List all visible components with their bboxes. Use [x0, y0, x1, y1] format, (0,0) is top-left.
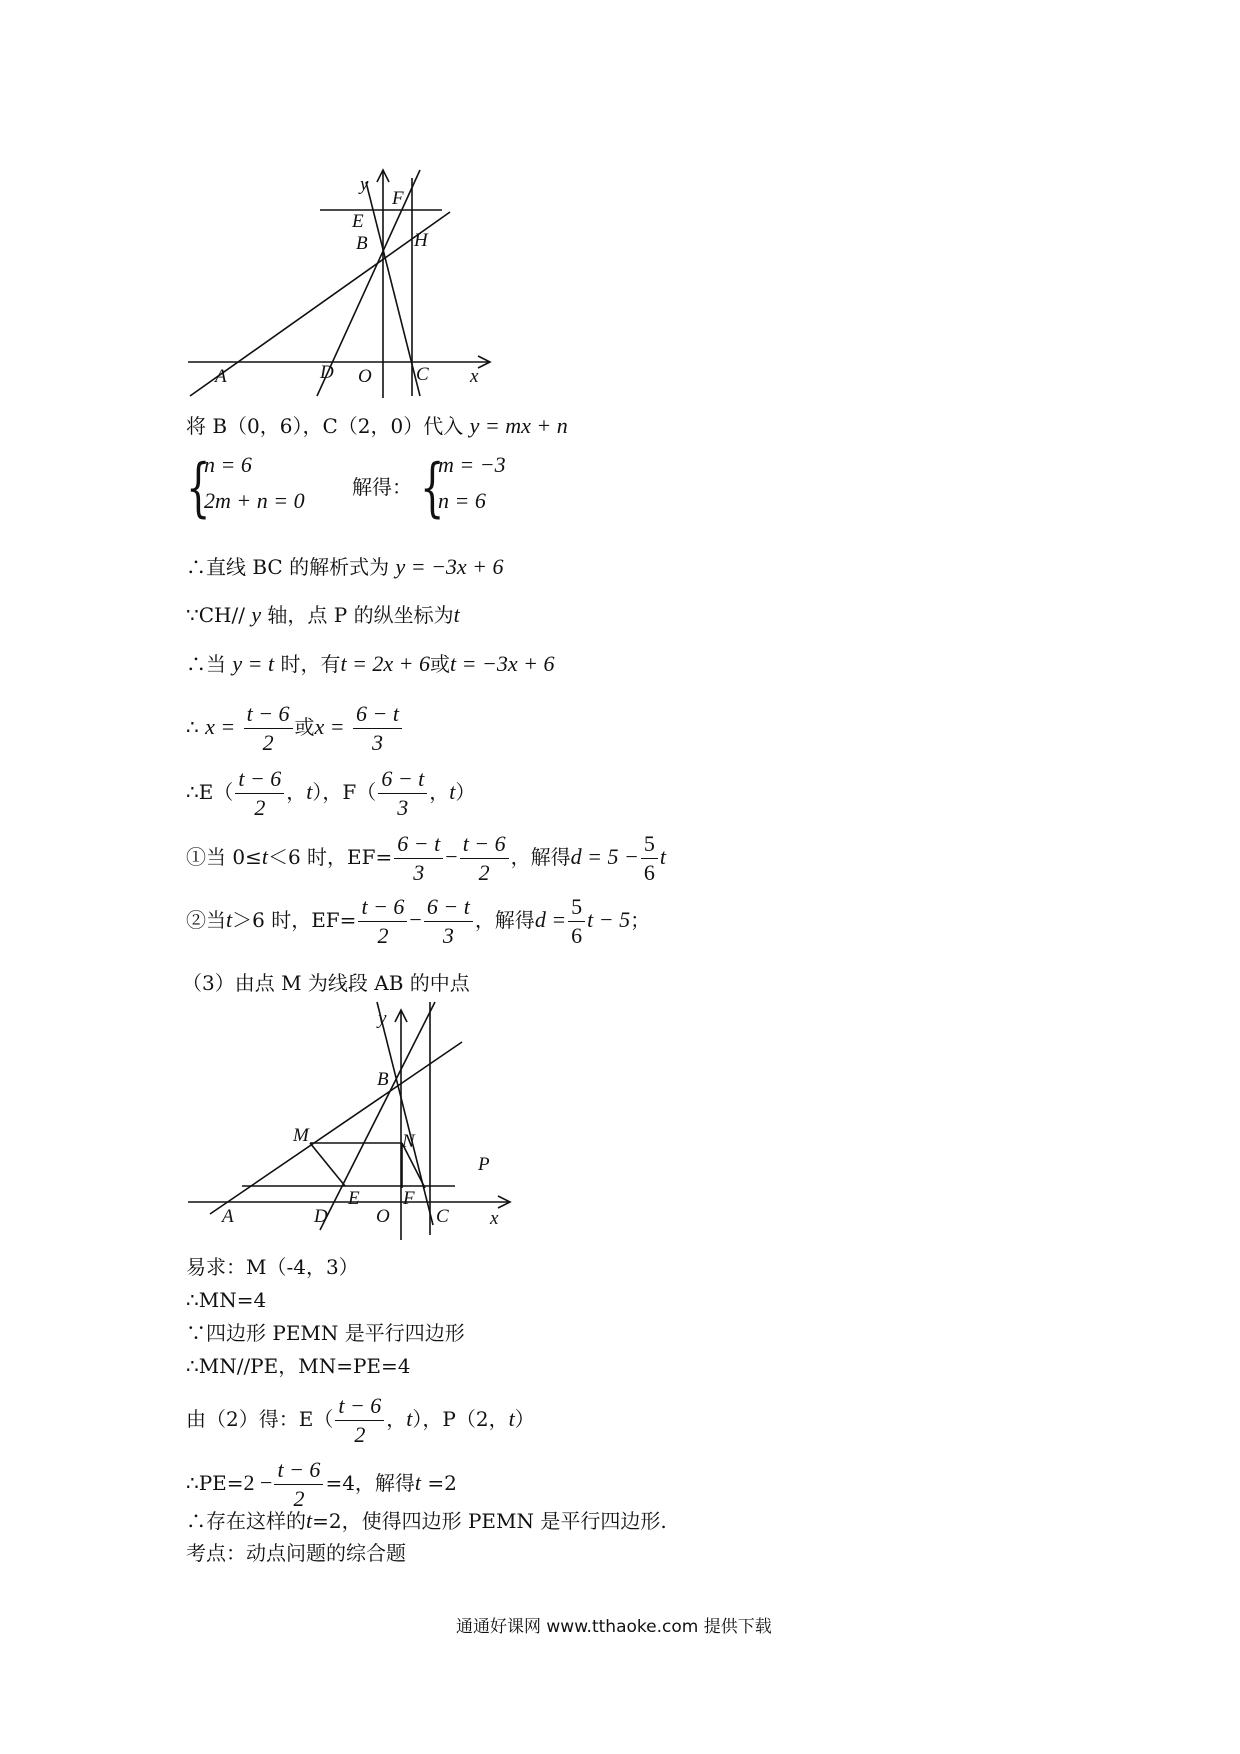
text-case2: ②当 — [186, 908, 226, 932]
label-y: y — [378, 1008, 387, 1029]
figure-2 — [180, 1000, 525, 1245]
fraction-1 — [244, 700, 293, 757]
label-d: D — [320, 362, 334, 383]
label-n: N — [402, 1131, 415, 1152]
math-two-minus: 2 − — [243, 1470, 273, 1495]
frac-num: t − 6 — [358, 893, 407, 922]
label-b: B — [377, 1069, 389, 1090]
text-or: 或 — [430, 652, 451, 676]
frac-num: 6 − t — [394, 830, 443, 859]
text-ef: ＜6 时，EF= — [267, 845, 393, 869]
text-exists: ∴存在这样的 — [186, 1509, 306, 1533]
frac-den: 2 — [293, 1486, 305, 1511]
text-therefore: ∴ — [186, 715, 206, 739]
line-ch-parallel — [186, 602, 460, 628]
text-p: ），P（2， — [412, 1407, 509, 1431]
math-t: t — [508, 1406, 515, 1431]
frac-den: 2 — [354, 1422, 366, 1447]
text-comma: ， — [286, 780, 307, 804]
case-1 — [186, 830, 666, 887]
text-ch: ∵CH// — [186, 603, 252, 627]
frac-den: 3 — [413, 860, 425, 885]
text-when: ∴当 — [186, 652, 233, 676]
text-have: 时，有 — [274, 652, 341, 676]
label-o: O — [358, 366, 372, 387]
frac-num: 5 — [568, 893, 585, 922]
frac-num: t − 6 — [274, 1456, 323, 1485]
label-o: O — [376, 1206, 390, 1227]
fraction-3 — [641, 830, 658, 887]
label-a: A — [215, 366, 227, 387]
text-f: ），F（ — [312, 780, 377, 804]
text-e: ∴E（ — [186, 780, 234, 804]
sys2-eq2: n = 6 — [438, 488, 486, 513]
frac-den: 2 — [377, 923, 389, 948]
label-x: x — [490, 1208, 499, 1229]
math-d: d = 5 − — [570, 844, 639, 869]
line-x-values — [186, 700, 404, 757]
math-t: t — [453, 602, 460, 627]
math-d: d = — [534, 907, 567, 932]
math-eq1: t = 2x + 6 — [340, 651, 431, 676]
math-y: y — [251, 602, 262, 627]
label-d: D — [314, 1206, 328, 1227]
sys2-eq1: m = −3 — [438, 452, 506, 477]
text-pe: ∴PE= — [186, 1471, 244, 1495]
label-e: E — [348, 1188, 360, 1209]
math-minus: − — [409, 907, 422, 932]
fraction-1 — [358, 893, 407, 950]
line-ef-coords — [186, 765, 475, 822]
text-close: ） — [514, 1407, 535, 1431]
fraction-3 — [568, 893, 585, 950]
fraction-f — [378, 765, 427, 822]
line-db — [320, 1002, 435, 1230]
line-mn-pe: ∴MN//PE，MN=PE=4 — [186, 1354, 411, 1378]
sys1-eq1: n = 6 — [204, 452, 252, 477]
label-x: x — [470, 366, 479, 387]
label-f: F — [392, 188, 404, 209]
brace-2: { — [420, 451, 445, 525]
text-comma: ， — [429, 780, 450, 804]
fraction-2 — [424, 893, 473, 950]
frac-den: 6 — [643, 860, 655, 885]
label-y: y — [360, 174, 369, 195]
frac-den: 3 — [442, 923, 454, 948]
label-b: B — [356, 233, 368, 254]
brace-1: { — [186, 451, 211, 525]
frac-num: t − 6 — [244, 700, 293, 729]
case-2 — [186, 893, 650, 950]
text-solve: =4，解得 — [325, 1471, 415, 1495]
text-from: 由（2）得：E（ — [186, 1407, 334, 1431]
frac-den: 6 — [571, 923, 583, 948]
frac-num: 6 − t — [378, 765, 427, 794]
line-keypoint: 考点：动点问题的综合题 — [186, 1541, 406, 1565]
segment-me — [310, 1143, 345, 1186]
text-solve: ，解得 — [510, 845, 571, 869]
page-footer: 通通好课网 www.tthaoke.com 提供下载 — [456, 1617, 772, 1637]
fraction-pe — [274, 1456, 323, 1513]
text-substitute: 将 B（0，6），C（2，0）代入 — [186, 414, 464, 438]
text-close: ） — [455, 780, 476, 804]
line-conclusion — [186, 1508, 667, 1534]
line-when-y-t — [186, 651, 554, 677]
fraction-2 — [460, 830, 509, 887]
label-c: C — [436, 1206, 449, 1227]
text-end: ； — [630, 908, 651, 932]
math-t: t — [406, 1406, 413, 1431]
text-or: 或 — [294, 715, 315, 739]
label-h: H — [414, 230, 428, 251]
text-case1: ①当 0≤ — [186, 845, 262, 869]
frac-num: 6 − t — [424, 893, 473, 922]
label-p: P — [478, 1154, 490, 1175]
frac-den: 2 — [254, 795, 266, 820]
math-eq2: t = −3x + 6 — [450, 651, 555, 676]
fraction-2 — [353, 700, 402, 757]
math-t: t — [226, 907, 233, 932]
frac-num: t − 6 — [335, 1392, 384, 1421]
line-pe — [186, 1456, 457, 1513]
text-t-eq: =2 — [421, 1471, 457, 1495]
frac-num: t − 6 — [460, 830, 509, 859]
line-mn: ∴MN=4 — [186, 1288, 267, 1312]
fraction-e — [335, 1392, 384, 1449]
math-minus: − — [445, 844, 458, 869]
line-parallelogram: ∵四边形 PEMN 是平行四边形 — [186, 1321, 465, 1345]
line-bc-expression — [186, 554, 504, 580]
math-t: t — [414, 1470, 422, 1495]
math-t: t — [261, 844, 268, 869]
frac-den: 3 — [372, 730, 384, 755]
part-3-heading: （3）由点 M 为线段 AB 的中点 — [182, 971, 470, 995]
line-substitute — [186, 413, 568, 439]
math-t: t — [306, 1508, 313, 1533]
solve-label: 解得： — [352, 475, 412, 499]
text-ch2: 轴，点 P 的纵坐标为 — [261, 603, 454, 627]
fraction-e — [235, 765, 284, 822]
line-m-coords: 易求：M（-4，3） — [186, 1255, 359, 1279]
fraction-1 — [394, 830, 443, 887]
math-t-minus-5: t − 5 — [587, 907, 631, 932]
frac-den: 2 — [262, 730, 274, 755]
frac-num: 6 − t — [353, 700, 402, 729]
text-comma: ， — [386, 1407, 407, 1431]
math-x1: x = — [205, 714, 236, 739]
text-ef: ＞6 时，EF= — [232, 908, 357, 932]
math-yt: y = t — [232, 651, 275, 676]
frac-den: 3 — [397, 795, 409, 820]
text-bc: ∴直线 BC 的解析式为 — [186, 555, 390, 579]
frac-num: 5 — [641, 830, 658, 859]
label-e: E — [352, 211, 364, 232]
text-solve: ，解得 — [474, 908, 535, 932]
math-t: t — [306, 779, 313, 804]
math-x2: x = — [314, 714, 345, 739]
label-a: A — [222, 1206, 234, 1227]
math-bc: y = −3x + 6 — [395, 554, 504, 579]
math-t: t — [449, 779, 456, 804]
text-rest: =2，使得四边形 PEMN 是平行四边形. — [312, 1509, 667, 1533]
label-m: M — [293, 1125, 309, 1146]
sys1-eq2: 2m + n = 0 — [204, 488, 305, 513]
label-c: C — [416, 364, 429, 385]
figure-1 — [180, 160, 510, 405]
frac-num: t − 6 — [235, 765, 284, 794]
math-line-eq: y = mx + n — [469, 413, 568, 438]
line-e-p-coords — [186, 1392, 535, 1449]
label-f: F — [403, 1188, 415, 1209]
math-t: t — [659, 844, 666, 869]
frac-den: 2 — [478, 860, 490, 885]
